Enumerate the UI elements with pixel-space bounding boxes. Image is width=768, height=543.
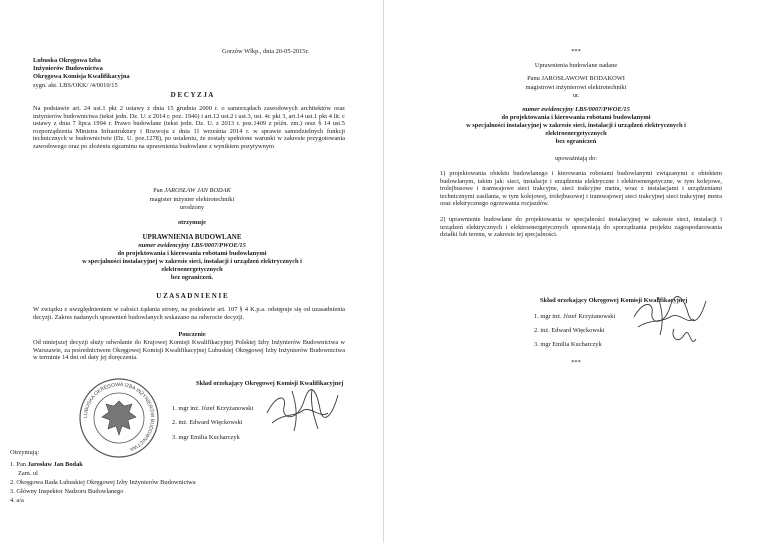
- scope-right-2: w specjalności instalacyjnej w zakresie sieci, instalacji i urządzeń elektrycznych i: [466, 122, 686, 129]
- recipients-title: Otrzymują:: [10, 449, 40, 456]
- place-date: Gorzów Wlkp., dnia 20-05-2015r.: [222, 48, 309, 55]
- recipient-1: 1. Pan Jarosław Jan Bodak: [10, 461, 83, 468]
- org-line-2: Inżynierów Budownictwa: [33, 65, 103, 72]
- decision-title: D E C Y Z J A: [170, 91, 214, 99]
- commission-signature: [262, 383, 342, 435]
- instruction-title: Pouczenie: [178, 331, 206, 338]
- instruction-text: Od niniejszej decyzji służy odwołanie do Krajowej Komisji Kwalifikacyjnej Polskiej Izby Inżynierów Budownictwa w Warszawie, za pośrednictwem Okręgowej Komisji Kwalifikacyjnej Lubuskiej Okręgowej Izby Inżynierów Budownictwa w terminie 14 dni od daty jej doręczenia.: [33, 339, 345, 362]
- stars-top: ***: [571, 48, 581, 55]
- commission-title: Skład orzekający Okręgowej Komisji Kwalifikacyjnej: [196, 380, 344, 387]
- commission-signature-right: [630, 291, 710, 353]
- recipient-1-address: Zam. ul: [18, 470, 38, 477]
- member-3: 3. mgr Emilia Kucharczyk: [172, 434, 240, 441]
- member-1: 1. mgr inż. Józef Krzyżanowski: [172, 405, 254, 412]
- member-2: 2. inż. Edward Więckowski: [172, 419, 243, 426]
- recipient-2: 2. Okręgowa Rada Lubuskiej Okręgowej Izby Inżynierów Budownictwa: [10, 479, 196, 486]
- justification-title: U Z A S A D N I E N I E: [156, 292, 228, 300]
- commission-title-right: Skład orzekający Okręgowej Komisji Kwalifikacyjnej: [540, 297, 688, 304]
- profession: magister inżynier elektrotechniki: [149, 196, 235, 203]
- stars-bottom: ***: [571, 359, 581, 366]
- scope-right-4: bez ograniczeń: [555, 138, 597, 145]
- justification-text: W związku z uwzględnieniem w całości żądania strony, na podstawie art. 107 § 4 K.p.a. odstępuje się od uzasadnienia decyzji. Zakres nadanych uprawnień budowlanych wskazano na odwrocie decyzji.: [33, 306, 345, 321]
- permit-number: numer ewidencyjny LBS/0007/PWOE/15: [138, 242, 246, 249]
- born-label-right: ur.: [572, 92, 580, 99]
- seal-text: LUBUSKA OKRĘGOWA IZBA INŻYNIERÓW BUDOWNICTWA: [82, 381, 156, 453]
- scope-line-3: elektroenergetycznych: [161, 266, 223, 273]
- scope-right-1: do projektowania i kierowania robotami budowlanymi: [501, 114, 651, 121]
- member-right-3: 3. mgr Emilia Kucharczyk: [534, 341, 602, 348]
- scope-line-1: do projektowania i kierowania robotami budowlanymi: [117, 250, 267, 257]
- scope-right-3: elektroenergetycznych: [545, 130, 607, 137]
- reference-number: sygn. akt. LBS/OKK/ /4/0010/15: [33, 82, 118, 89]
- entitlement-point-1: 1) projektowania obiektu budowlanego i kierowania robotami budowlanymi związanymi z obiektem budowlanym, takim jak: sieci, instalacje i urządzenia elektryczne i elektroenergetyczne, w tym kolejowe, trolejbusowe i tramwajowe sieci trakcyjne, sieci trakcyjne metra, wraz z instalacjami i urządzeniami technicznymi zasilania, w tym kolejowej, trolejbusowej i tramwajowej sieci trakcyjnej sieci trakcyjnej metra oraz elektrycznego ogrzewania rozjazdów.: [440, 170, 722, 208]
- recipient-1-name: Jarosław Jan Bodak: [27, 461, 83, 468]
- entitlement-point-2: 2) uprawnienie budowlane do projektowania w specjalności instalacyjnej w zakresie sieci, instalacji i urządzeń elektrycznych i elektroenergetycznych uprawniają do sporządzania projektu zagospodarowania działki lub terenu, w zakresie tej specjalności.: [440, 216, 722, 239]
- permit-back-page: [384, 0, 768, 543]
- scope-line-4: bez ograniczeń.: [170, 274, 214, 281]
- person-name: [0, 187, 384, 195]
- recipient-4: 4. a/a: [10, 497, 24, 504]
- person-prefix: Pan: [153, 187, 165, 194]
- member-right-2: 2. inż. Edward Więckowski: [534, 327, 605, 334]
- official-seal: [78, 377, 160, 459]
- recipient-profession: magistrowi inżynierowi elektrotechniki: [525, 84, 627, 91]
- recipient-3: 3. Główny Inspektor Nadzoru Budowlanego: [10, 488, 124, 495]
- person-name-value: JAROSŁAW JAN BODAK: [164, 187, 231, 194]
- org-line-1: Lubuska Okręgowa Izba: [33, 57, 101, 64]
- legal-basis: Na podstawie art. 24 ust.1 pkt 2 ustawy z dnia 15 grudnia 2000 r. o samorządach zawodowych architektów oraz inżynierów budownictwa (tekst jedn. Dz. U. z 2014 r. poz. 1946) i art.12 ust.2 i ust.3, ust. 4c pkt 3, art.14 ust.1 pkt 4 lit. c ustawy z dnia 7 lipca 1994 r. Prawo budowlane (tekst jedn. Dz. U. z 2013 r. poz.1409 z późn. zm.) oraz § 14 ust.5 rozporządzenia Ministra Infrastruktury i Rozwoju z dnia 11 września 2014 r. w sprawie samodzielnych funkcji technicznych w budownictwie (Dz. U. poz.1278), po ustaleniu, że zostały spełnione warunki w zakresie przygotowania zawodowego oraz po złożeniu egzaminu na uprawnienia budowlane z wynikiem pozytywnym: [33, 105, 345, 150]
- recipient-name: Panu JAROSŁAWOWI BODAKOWI: [527, 75, 625, 82]
- scope-line-2: w specjalności instalacyjnej w zakresie sieci, instalacji i urządzeń elektrycznych i: [82, 258, 302, 265]
- permit-number-right: numer ewidencyjny LBS/0007/PWOE/15: [522, 106, 630, 113]
- receives-label: otrzymuje: [177, 219, 207, 226]
- org-line-3: Okręgowa Komisja Kwalifikacyjna: [33, 73, 130, 80]
- permit-title: UPRAWNIENIA BUDOWLANE: [142, 233, 242, 241]
- member-right-1: 1. mgr inż. Józef Krzyżanowski: [534, 313, 616, 320]
- granted-label: Uprawnienia budowlane nadane: [534, 62, 618, 69]
- entitle-label: upoważniają do:: [554, 155, 598, 162]
- born-label: urodzony: [179, 204, 205, 211]
